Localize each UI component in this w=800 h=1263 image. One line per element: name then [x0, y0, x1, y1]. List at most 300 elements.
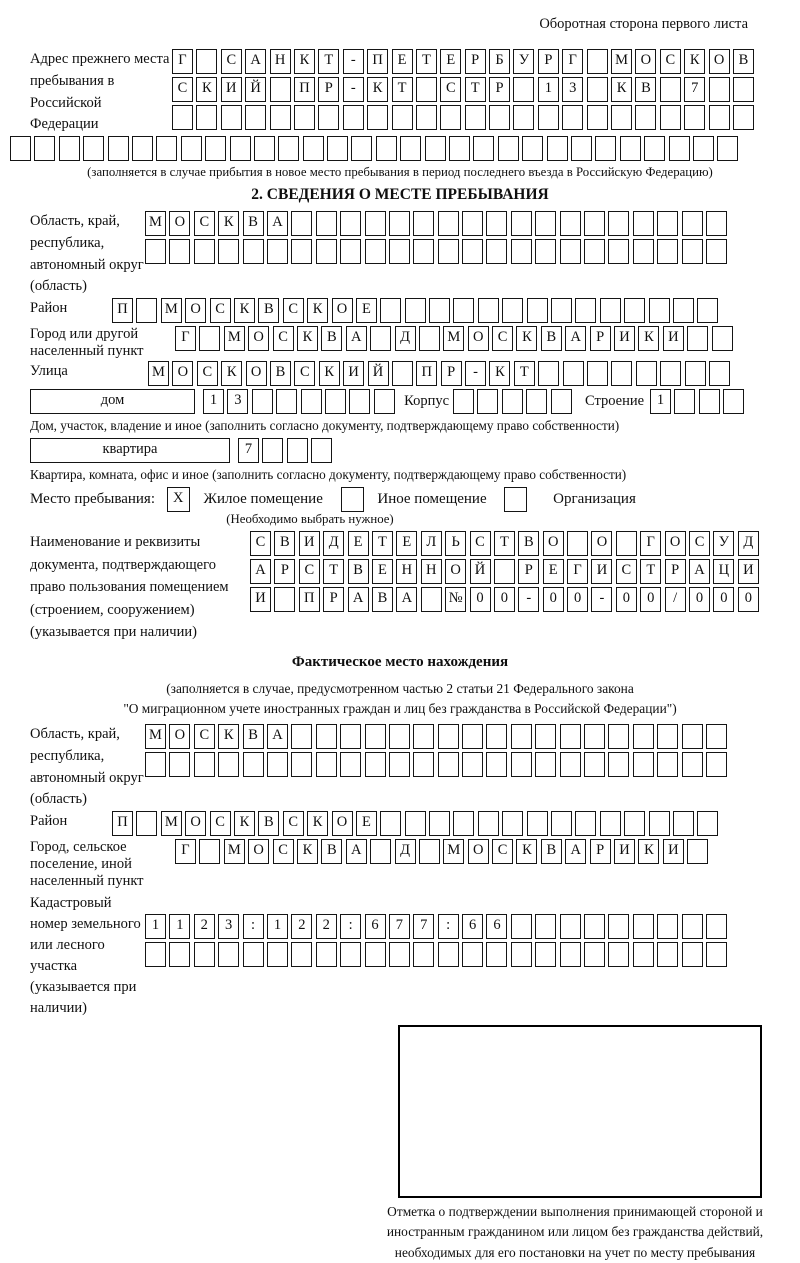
char-cell[interactable] [551, 389, 572, 414]
char-cell[interactable] [587, 49, 608, 74]
char-cell[interactable] [584, 914, 605, 939]
char-cell[interactable] [584, 752, 605, 777]
char-cell[interactable]: О [185, 298, 206, 323]
char-cell[interactable] [697, 298, 718, 323]
char-cell[interactable]: К [516, 326, 537, 351]
char-cell[interactable]: В [348, 559, 369, 584]
char-cell[interactable] [254, 136, 275, 161]
char-cell[interactable]: О [332, 811, 353, 836]
char-cell[interactable] [535, 724, 556, 749]
char-cell[interactable]: В [635, 77, 656, 102]
char-cell[interactable]: В [274, 531, 295, 556]
char-cell[interactable]: У [713, 531, 734, 556]
char-cell[interactable] [522, 136, 543, 161]
char-cell[interactable] [486, 942, 507, 967]
char-cell[interactable] [502, 389, 523, 414]
char-cell[interactable] [351, 136, 372, 161]
char-cell[interactable]: Т [494, 531, 515, 556]
char-cell[interactable]: М [148, 361, 169, 386]
char-cell[interactable] [230, 136, 251, 161]
char-cell[interactable] [527, 811, 548, 836]
char-cell[interactable]: С [660, 49, 681, 74]
char-cell[interactable] [633, 724, 654, 749]
char-cell[interactable] [413, 752, 434, 777]
char-cell[interactable]: Г [175, 839, 196, 864]
char-cell[interactable] [287, 438, 308, 463]
char-cell[interactable]: С [283, 811, 304, 836]
char-cell[interactable] [145, 752, 166, 777]
char-cell[interactable] [684, 105, 705, 130]
char-cell[interactable] [294, 105, 315, 130]
char-cell[interactable] [587, 361, 608, 386]
char-cell[interactable] [416, 77, 437, 102]
char-cell[interactable]: 6 [462, 914, 483, 939]
char-cell[interactable] [674, 389, 695, 414]
char-cell[interactable] [560, 239, 581, 264]
char-cell[interactable] [633, 914, 654, 939]
char-cell[interactable]: С [221, 49, 242, 74]
char-cell[interactable]: Н [396, 559, 417, 584]
char-cell[interactable] [245, 105, 266, 130]
char-cell[interactable] [252, 389, 273, 414]
char-cell[interactable] [706, 914, 727, 939]
char-cell[interactable]: В [258, 811, 279, 836]
char-cell[interactable]: Н [270, 49, 291, 74]
char-cell[interactable] [633, 942, 654, 967]
char-cell[interactable] [600, 811, 621, 836]
char-cell[interactable] [429, 298, 450, 323]
char-cell[interactable] [526, 389, 547, 414]
char-cell[interactable]: К [489, 361, 510, 386]
char-cell[interactable] [462, 752, 483, 777]
char-cell[interactable]: В [321, 839, 342, 864]
char-cell[interactable] [511, 914, 532, 939]
char-cell[interactable]: Т [318, 49, 339, 74]
char-cell[interactable] [389, 211, 410, 236]
char-cell[interactable]: 2 [316, 914, 337, 939]
char-cell[interactable]: 0 [470, 587, 491, 612]
char-cell[interactable] [706, 724, 727, 749]
char-cell[interactable]: 0 [640, 587, 661, 612]
char-cell[interactable]: К [367, 77, 388, 102]
char-cell[interactable]: О [169, 724, 190, 749]
char-cell[interactable]: А [267, 211, 288, 236]
char-cell[interactable]: М [224, 839, 245, 864]
char-cell[interactable] [419, 839, 440, 864]
char-cell[interactable] [325, 389, 346, 414]
char-cell[interactable] [340, 942, 361, 967]
char-cell[interactable]: В [243, 211, 264, 236]
char-cell[interactable] [478, 298, 499, 323]
char-cell[interactable]: О [445, 559, 466, 584]
char-cell[interactable]: К [234, 811, 255, 836]
char-cell[interactable] [693, 136, 714, 161]
char-cell[interactable]: С [210, 811, 231, 836]
char-cell[interactable]: О [185, 811, 206, 836]
char-cell[interactable]: 0 [494, 587, 515, 612]
char-cell[interactable] [649, 811, 670, 836]
char-cell[interactable] [365, 724, 386, 749]
char-cell[interactable] [243, 239, 264, 264]
char-cell[interactable]: П [112, 298, 133, 323]
char-cell[interactable] [340, 239, 361, 264]
char-cell[interactable]: К [611, 77, 632, 102]
char-cell[interactable] [682, 942, 703, 967]
char-cell[interactable] [709, 105, 730, 130]
char-cell[interactable] [699, 389, 720, 414]
char-cell[interactable] [365, 239, 386, 264]
char-cell[interactable] [486, 752, 507, 777]
char-cell[interactable] [477, 389, 498, 414]
char-cell[interactable]: А [346, 839, 367, 864]
char-cell[interactable] [478, 811, 499, 836]
char-cell[interactable] [380, 298, 401, 323]
char-cell[interactable]: 0 [543, 587, 564, 612]
char-cell[interactable]: 0 [738, 587, 759, 612]
char-cell[interactable]: С [492, 326, 513, 351]
char-cell[interactable]: О [468, 326, 489, 351]
char-cell[interactable] [145, 239, 166, 264]
char-cell[interactable]: Г [640, 531, 661, 556]
char-cell[interactable] [196, 49, 217, 74]
char-cell[interactable] [291, 724, 312, 749]
char-cell[interactable]: В [321, 326, 342, 351]
char-cell[interactable] [657, 724, 678, 749]
char-cell[interactable]: Е [356, 298, 377, 323]
char-cell[interactable] [405, 811, 426, 836]
char-cell[interactable] [108, 136, 129, 161]
char-cell[interactable] [511, 239, 532, 264]
char-cell[interactable] [511, 752, 532, 777]
char-cell[interactable] [327, 136, 348, 161]
char-cell[interactable] [657, 239, 678, 264]
char-cell[interactable]: А [689, 559, 710, 584]
char-cell[interactable]: М [224, 326, 245, 351]
char-cell[interactable]: О [635, 49, 656, 74]
char-cell[interactable] [453, 811, 474, 836]
char-cell[interactable]: М [443, 839, 464, 864]
char-cell[interactable] [616, 531, 637, 556]
char-cell[interactable]: Е [396, 531, 417, 556]
char-cell[interactable]: Р [665, 559, 686, 584]
char-cell[interactable]: М [161, 811, 182, 836]
char-cell[interactable] [440, 105, 461, 130]
char-cell[interactable]: 7 [413, 914, 434, 939]
checkbox-residential[interactable]: X [167, 487, 190, 512]
char-cell[interactable]: С [299, 559, 320, 584]
char-cell[interactable]: : [340, 914, 361, 939]
char-cell[interactable]: Ь [445, 531, 466, 556]
char-cell[interactable] [624, 298, 645, 323]
char-cell[interactable] [673, 811, 694, 836]
char-cell[interactable] [571, 136, 592, 161]
char-cell[interactable] [438, 942, 459, 967]
char-cell[interactable] [511, 724, 532, 749]
char-cell[interactable]: 2 [194, 914, 215, 939]
char-cell[interactable] [453, 389, 474, 414]
char-cell[interactable] [682, 752, 703, 777]
char-cell[interactable] [316, 239, 337, 264]
char-cell[interactable]: 1 [169, 914, 190, 939]
char-cell[interactable] [575, 811, 596, 836]
char-cell[interactable]: 0 [713, 587, 734, 612]
char-cell[interactable] [575, 298, 596, 323]
char-cell[interactable]: С [172, 77, 193, 102]
char-cell[interactable] [608, 752, 629, 777]
char-cell[interactable]: Т [640, 559, 661, 584]
char-cell[interactable] [156, 136, 177, 161]
char-cell[interactable]: Н [421, 559, 442, 584]
char-cell[interactable] [145, 942, 166, 967]
char-cell[interactable]: П [416, 361, 437, 386]
char-cell[interactable] [462, 211, 483, 236]
char-cell[interactable]: 7 [389, 914, 410, 939]
char-cell[interactable] [502, 811, 523, 836]
char-cell[interactable]: И [663, 839, 684, 864]
char-cell[interactable] [563, 361, 584, 386]
char-cell[interactable]: Й [470, 559, 491, 584]
char-cell[interactable]: И [343, 361, 364, 386]
char-cell[interactable] [194, 752, 215, 777]
char-cell[interactable]: К [516, 839, 537, 864]
char-cell[interactable]: И [250, 587, 271, 612]
char-cell[interactable] [370, 326, 391, 351]
char-cell[interactable] [438, 239, 459, 264]
char-cell[interactable]: С [470, 531, 491, 556]
char-cell[interactable]: А [250, 559, 271, 584]
char-cell[interactable]: И [738, 559, 759, 584]
char-cell[interactable]: Л [421, 531, 442, 556]
char-cell[interactable] [449, 136, 470, 161]
char-cell[interactable]: 6 [486, 914, 507, 939]
char-cell[interactable]: К [307, 298, 328, 323]
char-cell[interactable]: К [297, 326, 318, 351]
char-cell[interactable] [10, 136, 31, 161]
char-cell[interactable] [340, 752, 361, 777]
char-cell[interactable] [340, 724, 361, 749]
char-cell[interactable]: К [221, 361, 242, 386]
char-cell[interactable]: К [684, 49, 705, 74]
char-cell[interactable]: С [273, 839, 294, 864]
char-cell[interactable] [291, 239, 312, 264]
char-cell[interactable]: С [273, 326, 294, 351]
char-cell[interactable]: И [591, 559, 612, 584]
char-cell[interactable]: - [343, 49, 364, 74]
char-cell[interactable] [453, 298, 474, 323]
char-cell[interactable] [709, 77, 730, 102]
char-cell[interactable] [316, 752, 337, 777]
char-cell[interactable] [316, 942, 337, 967]
char-cell[interactable] [608, 914, 629, 939]
char-cell[interactable]: О [172, 361, 193, 386]
char-cell[interactable] [172, 105, 193, 130]
char-cell[interactable]: О [543, 531, 564, 556]
char-cell[interactable]: В [243, 724, 264, 749]
char-cell[interactable] [136, 298, 157, 323]
char-cell[interactable] [562, 105, 583, 130]
char-cell[interactable]: О [169, 211, 190, 236]
char-cell[interactable] [205, 136, 226, 161]
char-cell[interactable] [513, 105, 534, 130]
char-cell[interactable]: Д [738, 531, 759, 556]
char-cell[interactable] [438, 724, 459, 749]
char-cell[interactable] [560, 914, 581, 939]
char-cell[interactable] [438, 752, 459, 777]
char-cell[interactable]: В [541, 326, 562, 351]
char-cell[interactable] [370, 839, 391, 864]
char-cell[interactable] [243, 752, 264, 777]
char-cell[interactable] [438, 211, 459, 236]
char-cell[interactable] [682, 211, 703, 236]
char-cell[interactable]: В [258, 298, 279, 323]
char-cell[interactable]: Т [465, 77, 486, 102]
char-cell[interactable]: Т [323, 559, 344, 584]
char-cell[interactable] [169, 752, 190, 777]
char-cell[interactable]: О [246, 361, 267, 386]
char-cell[interactable]: С [197, 361, 218, 386]
char-cell[interactable] [584, 724, 605, 749]
char-cell[interactable] [513, 77, 534, 102]
char-cell[interactable]: Ц [713, 559, 734, 584]
char-cell[interactable] [316, 724, 337, 749]
char-cell[interactable] [657, 752, 678, 777]
char-cell[interactable] [340, 211, 361, 236]
char-cell[interactable] [560, 211, 581, 236]
char-cell[interactable]: В [541, 839, 562, 864]
char-cell[interactable] [608, 211, 629, 236]
char-cell[interactable] [365, 211, 386, 236]
char-cell[interactable]: Й [368, 361, 389, 386]
char-cell[interactable] [311, 438, 332, 463]
char-cell[interactable] [194, 239, 215, 264]
char-cell[interactable]: И [614, 839, 635, 864]
char-cell[interactable] [218, 239, 239, 264]
char-cell[interactable] [389, 724, 410, 749]
char-cell[interactable] [413, 239, 434, 264]
char-cell[interactable] [706, 211, 727, 236]
char-cell[interactable]: С [210, 298, 231, 323]
char-cell[interactable] [462, 239, 483, 264]
char-cell[interactable]: С [283, 298, 304, 323]
char-cell[interactable]: М [611, 49, 632, 74]
char-cell[interactable] [660, 361, 681, 386]
char-cell[interactable] [538, 361, 559, 386]
char-cell[interactable] [687, 326, 708, 351]
char-cell[interactable]: У [513, 49, 534, 74]
char-cell[interactable]: Е [543, 559, 564, 584]
char-cell[interactable]: А [267, 724, 288, 749]
char-cell[interactable]: Г [567, 559, 588, 584]
checkbox-organization[interactable] [504, 487, 527, 512]
char-cell[interactable] [636, 361, 657, 386]
char-cell[interactable] [560, 942, 581, 967]
char-cell[interactable] [682, 914, 703, 939]
char-cell[interactable] [262, 438, 283, 463]
char-cell[interactable]: К [638, 839, 659, 864]
char-cell[interactable]: В [270, 361, 291, 386]
char-cell[interactable] [392, 361, 413, 386]
checkbox-other-premises[interactable] [341, 487, 364, 512]
char-cell[interactable]: 2 [291, 914, 312, 939]
char-cell[interactable]: К [638, 326, 659, 351]
char-cell[interactable] [649, 298, 670, 323]
char-cell[interactable] [486, 239, 507, 264]
char-cell[interactable]: Р [590, 839, 611, 864]
char-cell[interactable]: С [194, 211, 215, 236]
char-cell[interactable]: О [591, 531, 612, 556]
char-cell[interactable]: 7 [238, 438, 259, 463]
char-cell[interactable] [389, 752, 410, 777]
char-cell[interactable] [270, 77, 291, 102]
char-cell[interactable] [611, 105, 632, 130]
char-cell[interactable] [392, 105, 413, 130]
char-cell[interactable] [685, 361, 706, 386]
char-cell[interactable] [511, 211, 532, 236]
char-cell[interactable] [486, 724, 507, 749]
char-cell[interactable] [132, 136, 153, 161]
char-cell[interactable]: № [445, 587, 466, 612]
char-cell[interactable] [169, 239, 190, 264]
char-cell[interactable]: С [294, 361, 315, 386]
char-cell[interactable] [595, 136, 616, 161]
char-cell[interactable] [660, 105, 681, 130]
char-cell[interactable]: : [243, 914, 264, 939]
char-cell[interactable]: Е [348, 531, 369, 556]
char-cell[interactable]: К [218, 724, 239, 749]
char-cell[interactable] [723, 389, 744, 414]
char-cell[interactable]: И [663, 326, 684, 351]
char-cell[interactable] [83, 136, 104, 161]
char-cell[interactable] [633, 211, 654, 236]
char-cell[interactable]: Е [372, 559, 393, 584]
char-cell[interactable] [712, 326, 733, 351]
char-cell[interactable] [221, 105, 242, 130]
char-cell[interactable]: О [665, 531, 686, 556]
char-cell[interactable] [429, 811, 450, 836]
char-cell[interactable] [291, 211, 312, 236]
char-cell[interactable] [657, 211, 678, 236]
char-cell[interactable]: 3 [562, 77, 583, 102]
char-cell[interactable]: М [145, 211, 166, 236]
char-cell[interactable] [611, 361, 632, 386]
char-cell[interactable]: К [218, 211, 239, 236]
char-cell[interactable]: С [250, 531, 271, 556]
char-cell[interactable] [343, 105, 364, 130]
char-cell[interactable]: 1 [145, 914, 166, 939]
char-cell[interactable]: А [348, 587, 369, 612]
char-cell[interactable]: Б [489, 49, 510, 74]
char-cell[interactable] [473, 136, 494, 161]
char-cell[interactable]: В [518, 531, 539, 556]
char-cell[interactable]: 7 [684, 77, 705, 102]
char-cell[interactable] [136, 811, 157, 836]
char-cell[interactable] [291, 942, 312, 967]
char-cell[interactable] [608, 239, 629, 264]
char-cell[interactable] [274, 587, 295, 612]
char-cell[interactable]: О [248, 326, 269, 351]
char-cell[interactable] [709, 361, 730, 386]
char-cell[interactable]: 1 [203, 389, 224, 414]
char-cell[interactable]: Р [465, 49, 486, 74]
char-cell[interactable]: Е [356, 811, 377, 836]
char-cell[interactable]: Р [318, 77, 339, 102]
char-cell[interactable] [669, 136, 690, 161]
char-cell[interactable] [301, 389, 322, 414]
char-cell[interactable] [535, 942, 556, 967]
char-cell[interactable] [419, 326, 440, 351]
char-cell[interactable]: Г [562, 49, 583, 74]
char-cell[interactable]: О [248, 839, 269, 864]
